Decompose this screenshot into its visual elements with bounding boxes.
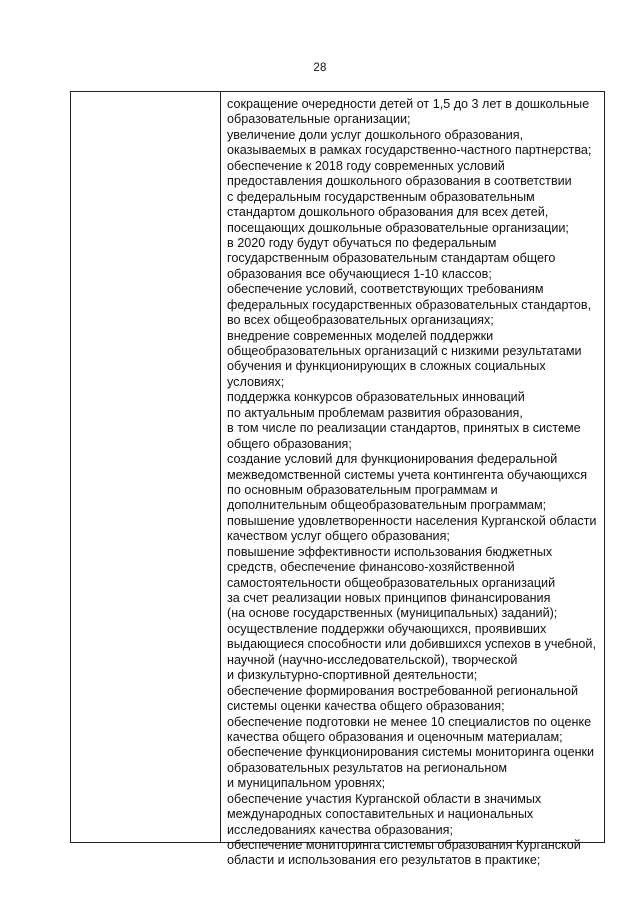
text-line: посещающих дошкольные образовательные организации;	[227, 220, 569, 235]
text-line: образовательных результатов на региональном	[227, 760, 507, 775]
text-line: международных сопоставительных и национальных	[227, 807, 534, 822]
text-line: обеспечение формирования востребованной региональной	[227, 683, 578, 698]
text-line: в 2020 году будут обучаться по федеральным	[227, 235, 497, 250]
text-line: и физкультурно-спортивной деятельности;	[227, 668, 478, 683]
document-table	[70, 91, 605, 868]
text-line: образования все обучающиеся 1-10 классов;	[227, 266, 492, 281]
text-line: по основным образовательным программам и	[227, 482, 498, 497]
text-line: федеральных государственных образовательных стандартов,	[227, 297, 592, 312]
text-line: повышение эффективности использования бюджетных	[227, 544, 553, 559]
text-line: государственным образовательным стандартам общего	[227, 251, 556, 266]
text-line: увеличение доли услуг дошкольного образования,	[227, 127, 524, 142]
text-line: выдающиеся способности или добившихся успехов в учебной,	[227, 637, 596, 652]
text-line: стандартом дошкольного образования для всех детей,	[227, 205, 549, 220]
text-line: обеспечение подготовки не менее 10 специалистов по оценке	[227, 714, 592, 729]
page-number: 28	[313, 62, 327, 74]
text-line: образовательные организации;	[227, 112, 411, 127]
text-line: по актуальным проблемам развития образования,	[227, 405, 523, 420]
text-line: научной (научно-исследовательской), творческой	[227, 652, 518, 667]
text-line: поддержка конкурсов образовательных инноваций	[227, 390, 525, 405]
text-line: средств, обеспечение финансово-хозяйственной	[227, 560, 515, 575]
text-line: (на основе государственных (муниципальных) заданий);	[227, 606, 558, 621]
text-line: обучения и функционирующих в сложных социальных	[227, 359, 546, 374]
text-line: оказываемых в рамках государственно-частного партнерства;	[227, 143, 592, 158]
text-line: исследованиях качества образования;	[227, 822, 453, 837]
text-line: сокращение очередности детей от 1,5 до 3 лет в дошкольные	[227, 97, 590, 111]
text-line: общего образования;	[227, 436, 352, 451]
text-line: качества общего образования и оценочным материалам;	[227, 729, 563, 744]
text-line: с федеральным государственным образовательным	[227, 189, 535, 204]
text-line: условиях;	[227, 374, 285, 389]
text-line: дополнительным общеобразовательным программам;	[227, 498, 547, 513]
text-line: обеспечение условий, соответствующих требованиям	[227, 282, 544, 297]
text-line: обеспечение участия Курганской области в значимых	[227, 791, 542, 806]
text-line: за счет реализации новых принципов финансирования	[227, 591, 551, 605]
text-line: повышение удовлетворенности населения Курганской области	[227, 513, 597, 528]
text-line: обеспечение мониторинга системы образования Курганской	[227, 838, 581, 852]
text-line: качеством услуг общего образования;	[227, 529, 450, 544]
text-line: межведомственной системы учета контингента обучающихся	[227, 467, 588, 482]
text-line: общеобразовательных организаций с низкими результатами	[227, 344, 582, 358]
text-line: предоставления дошкольного образования в соответствии	[227, 174, 572, 189]
text-line: обеспечение функционирования системы мониторинга оценки	[227, 745, 595, 760]
text-line: самостоятельности общеобразовательных организаций	[227, 575, 556, 590]
table-text-cell	[221, 92, 604, 868]
text-line: осуществление поддержки обучающихся, проявивших	[227, 621, 547, 636]
text-line: области и использования его результатов в практике;	[227, 853, 541, 868]
text-line: в том числе по реализации стандартов, принятых в системе	[227, 421, 581, 436]
text-line: внедрение современных моделей поддержки	[227, 328, 494, 343]
text-line: создание условий для функционирования федеральной	[227, 452, 558, 467]
text-line: системы оценки качества общего образования;	[227, 699, 505, 714]
text-line: во всех общеобразовательных организациях;	[227, 313, 494, 328]
text-line: и муниципальном уровнях;	[227, 776, 386, 791]
text-line: обеспечение к 2018 году современных условий	[227, 158, 505, 173]
table-left-cell	[71, 92, 221, 842]
